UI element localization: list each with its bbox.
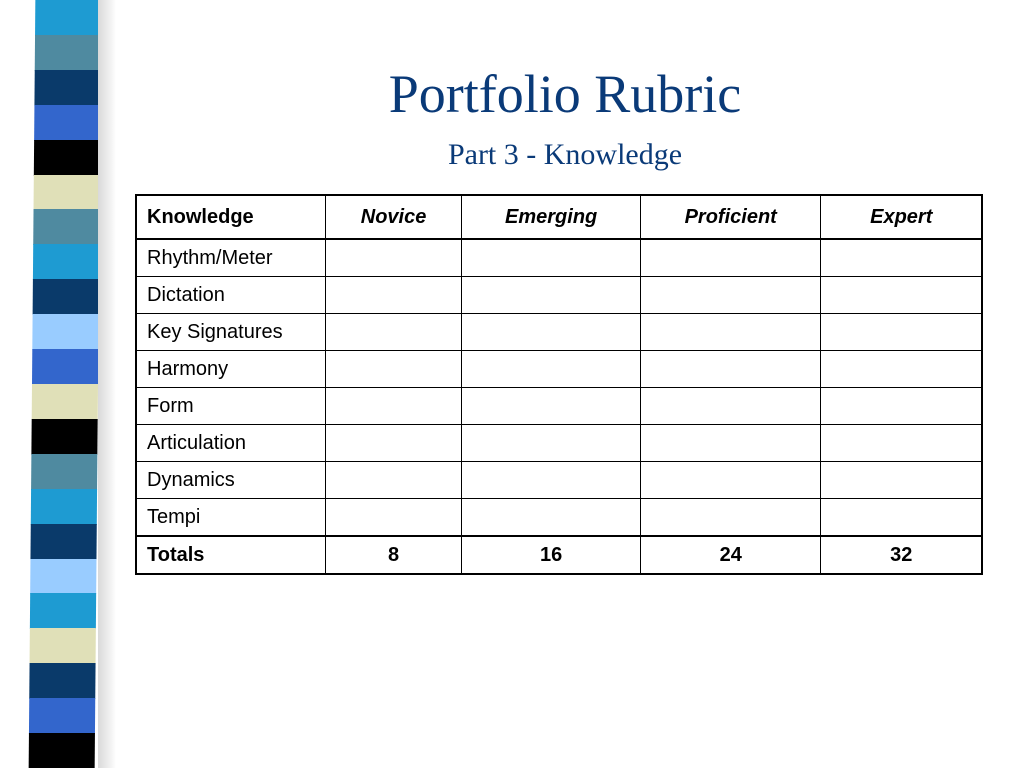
score-cell (821, 314, 982, 351)
total-emerging: 16 (462, 536, 641, 574)
score-cell (462, 351, 641, 388)
table-row (136, 351, 982, 388)
stripe-segment (34, 140, 100, 176)
stripe-segment (33, 209, 99, 245)
table-row (136, 314, 982, 351)
stripe-segment (33, 244, 99, 280)
table-row (136, 277, 982, 314)
row-label: Articulation (136, 425, 325, 462)
stripe-segment (32, 349, 98, 385)
stripe-segment (30, 593, 96, 629)
stripe-segment (29, 733, 95, 768)
row-label: Tempi (136, 499, 325, 537)
row-label: Harmony (136, 351, 325, 388)
score-cell (821, 351, 982, 388)
score-cell (325, 388, 462, 425)
score-cell (325, 351, 462, 388)
rubric-table (135, 194, 983, 575)
table-header-row (136, 195, 982, 239)
header-knowledge: Knowledge (136, 195, 325, 239)
score-cell (462, 314, 641, 351)
stripe-segment (33, 279, 99, 315)
stripe-segment (35, 35, 101, 71)
stripe-segment (30, 628, 96, 664)
stripe-segment (29, 663, 95, 699)
header-proficient: Proficient (640, 195, 821, 239)
stripe-segment (35, 0, 101, 36)
score-cell (325, 462, 462, 499)
score-cell (640, 351, 821, 388)
score-cell (640, 425, 821, 462)
score-cell (640, 462, 821, 499)
row-label: Dictation (136, 277, 325, 314)
totals-row (136, 536, 982, 574)
total-proficient: 24 (640, 536, 821, 574)
score-cell (640, 388, 821, 425)
table-row (136, 499, 982, 537)
stripe-segment (32, 314, 98, 350)
table-row (136, 425, 982, 462)
stripe-segment (32, 384, 98, 420)
row-label: Rhythm/Meter (136, 239, 325, 277)
stripe-segment (34, 175, 100, 211)
stripe-segment (34, 105, 100, 141)
score-cell (640, 314, 821, 351)
stripe-segment (31, 419, 97, 455)
totals-label: Totals (136, 536, 325, 574)
table-row (136, 388, 982, 425)
score-cell (821, 239, 982, 277)
score-cell (640, 499, 821, 537)
score-cell (640, 277, 821, 314)
stripe-segment (30, 559, 96, 595)
row-label: Dynamics (136, 462, 325, 499)
stripe-bar-shadow (98, 0, 116, 768)
total-expert: 32 (821, 536, 982, 574)
score-cell (462, 425, 641, 462)
score-cell (462, 277, 641, 314)
score-cell (325, 277, 462, 314)
row-label: Key Signatures (136, 314, 325, 351)
header-emerging: Emerging (462, 195, 641, 239)
stripe-segment (31, 489, 97, 525)
slide-subtitle: Part 3 - Knowledge (447, 138, 683, 171)
score-cell (325, 314, 462, 351)
total-novice: 8 (325, 536, 462, 574)
score-cell (462, 499, 641, 537)
score-cell (821, 277, 982, 314)
table-row (136, 239, 982, 277)
table-row (136, 462, 982, 499)
score-cell (821, 388, 982, 425)
score-cell (462, 388, 641, 425)
header-novice: Novice (325, 195, 462, 239)
score-cell (462, 239, 641, 277)
score-cell (462, 462, 641, 499)
stripe-segment (31, 454, 97, 490)
stripe-segment (34, 70, 100, 106)
stripe-segment (29, 698, 95, 734)
score-cell (821, 425, 982, 462)
score-cell (640, 239, 821, 277)
score-cell (821, 462, 982, 499)
score-cell (325, 499, 462, 537)
header-expert: Expert (821, 195, 982, 239)
score-cell (325, 239, 462, 277)
row-label: Form (136, 388, 325, 425)
stripe-segment (30, 524, 96, 560)
slide-title: Portfolio Rubric (388, 64, 742, 124)
score-cell (821, 499, 982, 537)
decorative-stripe-bar (29, 0, 102, 768)
score-cell (325, 425, 462, 462)
